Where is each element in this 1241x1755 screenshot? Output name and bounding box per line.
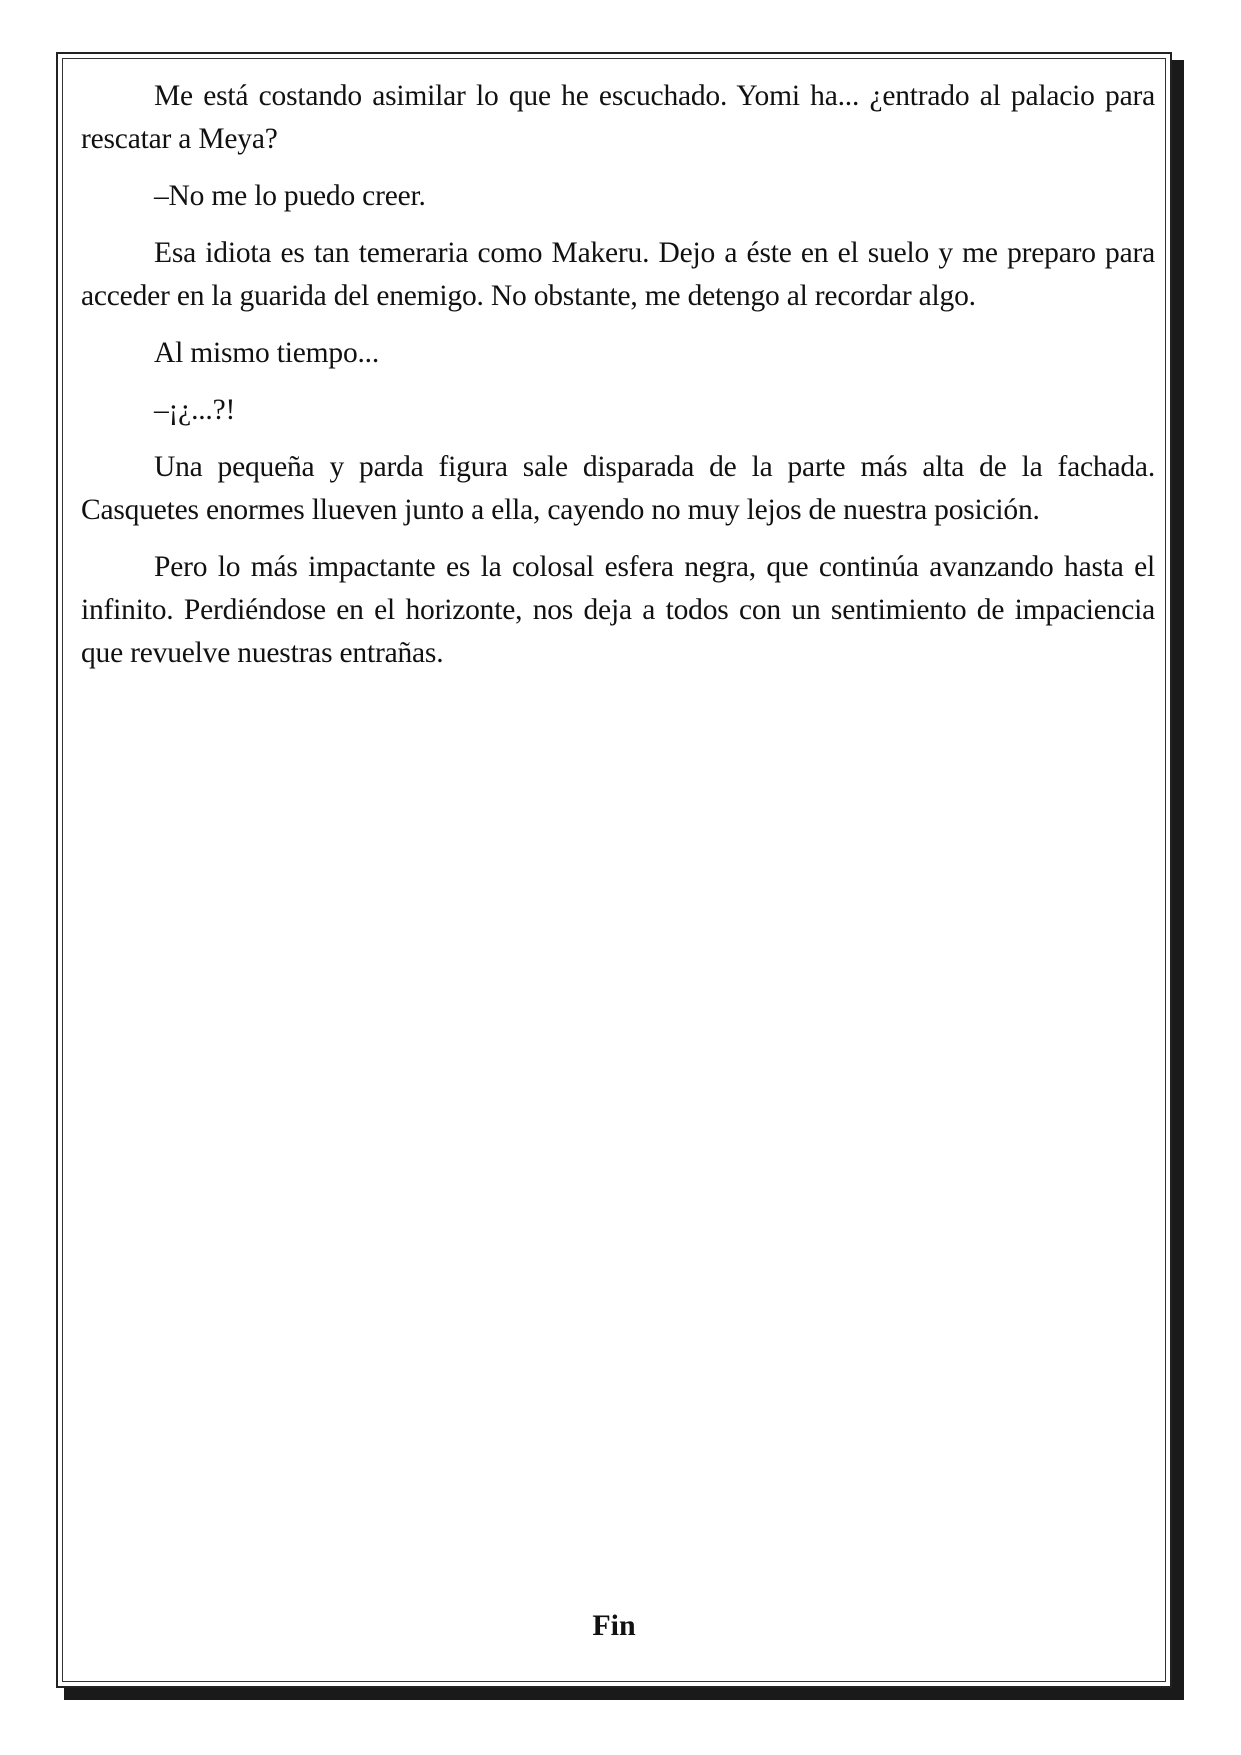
paragraph: –No me lo puedo creer. bbox=[154, 180, 426, 212]
page-frame bbox=[56, 52, 1172, 1688]
paragraph: Al mismo tiempo... bbox=[154, 337, 380, 369]
paragraph: –¡¿...?! bbox=[154, 394, 236, 426]
paragraph: Esa idiota es tan temeraria como Makeru. Dejo a éste en el suelo y me preparo para acceder en la guarida del enemigo. No obstante, me detengo al recordar algo. bbox=[81, 237, 1155, 312]
paragraph: Me está costando asimilar lo que he escuchado. Yomi ha... ¿entrado al palacio para rescatar a Meya? bbox=[81, 80, 1155, 155]
paragraph: Una pequeña y parda figura sale disparada de la parte más alta de la fachada. Casquetes enormes llueven junto a ella, cayendo no muy lejos de nuestra posición. bbox=[81, 451, 1155, 526]
end-label: Fin bbox=[592, 1609, 636, 1642]
body-text bbox=[81, 75, 1155, 689]
paragraph: Pero lo más impactante es la colosal esfera negra, que continúa avanzando hasta el infinito. Perdiéndose en el horizonte, nos deja a todos con un sentimiento de impaciencia que revuelve nuestras entrañas. bbox=[81, 551, 1155, 669]
page-inner-border bbox=[62, 58, 1166, 1682]
